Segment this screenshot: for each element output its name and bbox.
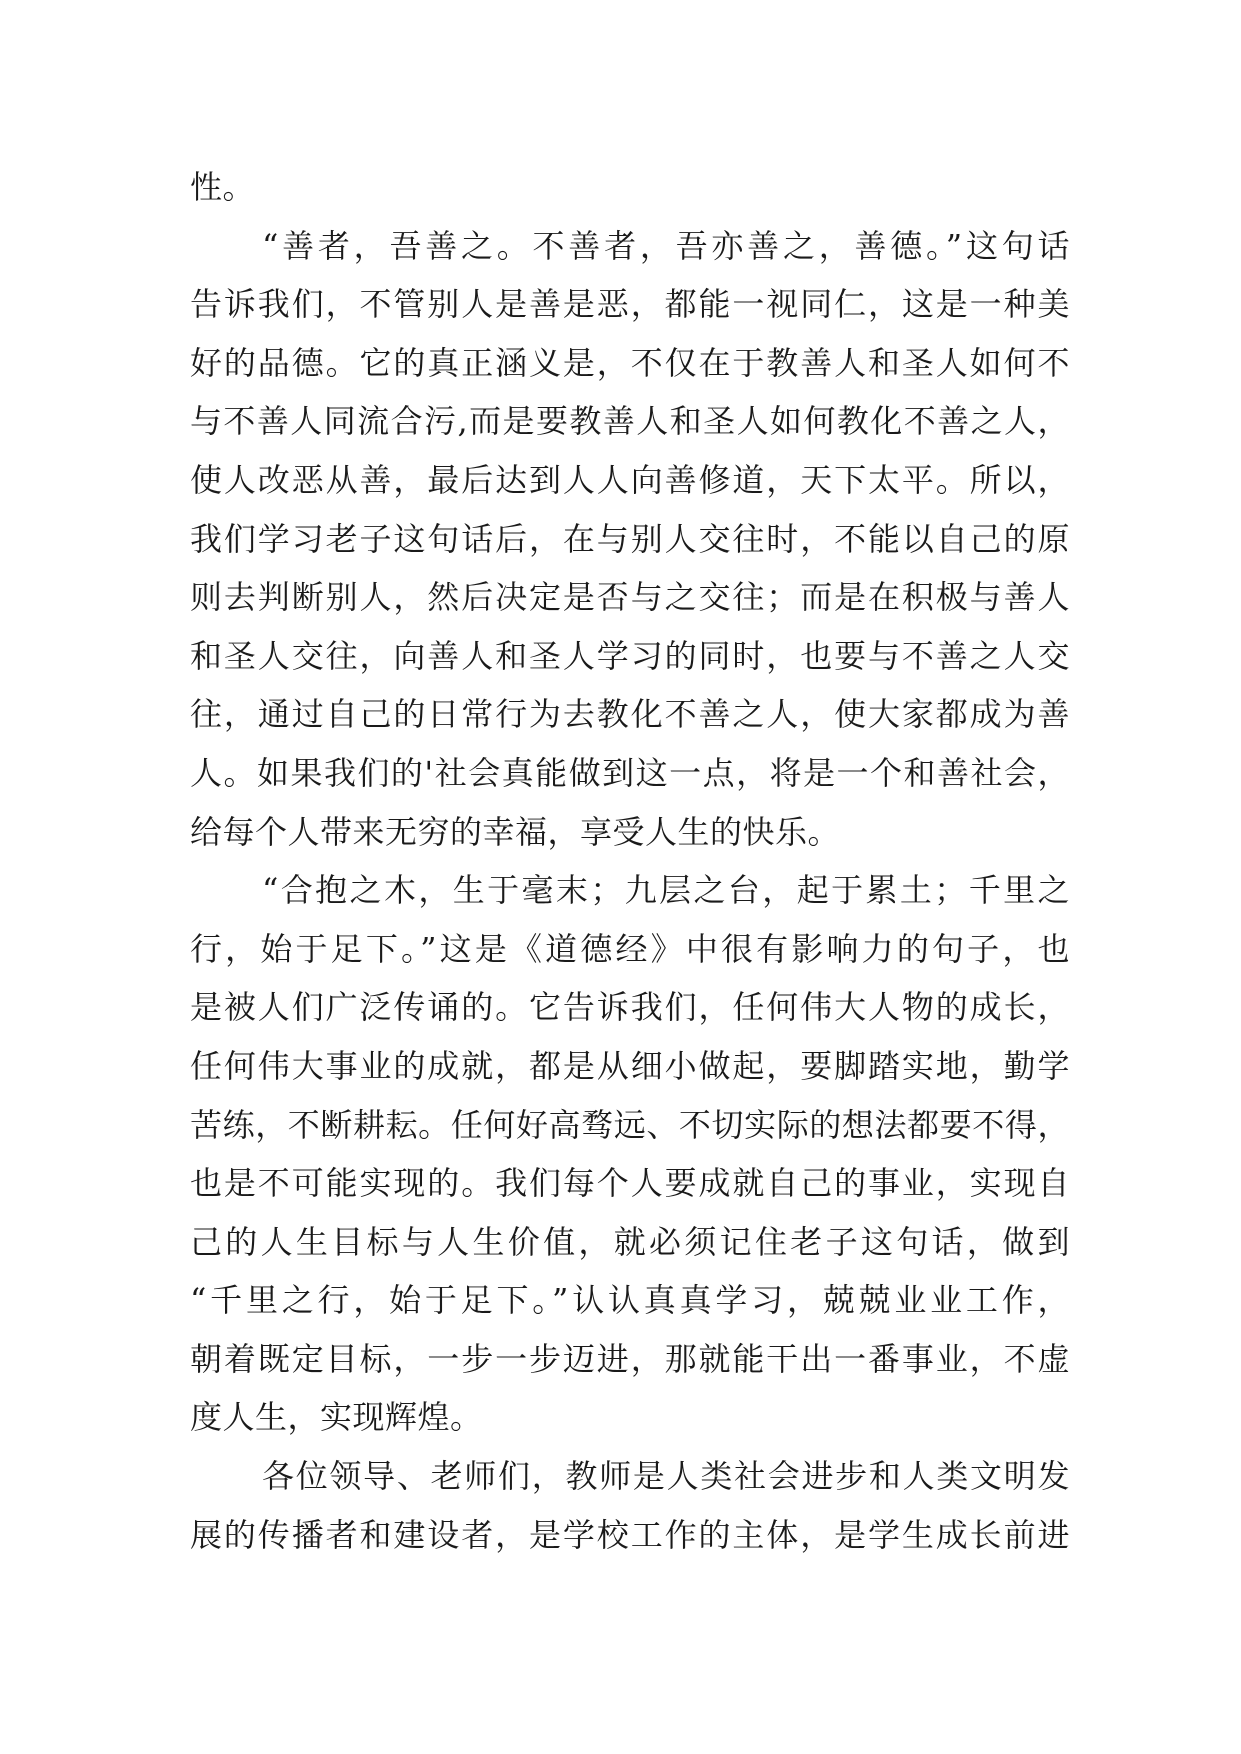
text-line: 和圣人交往，向善人和圣人学习的同时，也要与不善之人交 bbox=[190, 636, 1070, 675]
text-line: 给每个人带来无穷的幸福，享受人生的快乐。 bbox=[190, 812, 841, 851]
text-line: 使人改恶从善，最后达到人人向善修道，天下太平。所以， bbox=[190, 460, 1070, 499]
text-line: “善者，吾善之。不善者，吾亦善之，善德。”这句话 bbox=[262, 226, 1070, 265]
text-line: 是被人们广泛传诵的。它告诉我们，任何伟大人物的成长， bbox=[190, 988, 1070, 1027]
text-line: 各位领导、老师们，教师是人类社会进步和人类文明发 bbox=[262, 1457, 1070, 1496]
text-line: 朝着既定目标，一步一步迈进，那就能干出一番事业，不虚 bbox=[190, 1339, 1070, 1378]
text-line: 性。 bbox=[190, 168, 256, 206]
text-line: “合抱之木，生于毫末；九层之台，起于累土；千里之 bbox=[262, 871, 1070, 910]
text-line: 往，通过自己的日常行为去教化不善之人，使大家都成为善 bbox=[190, 695, 1070, 734]
text-line: 与不善人同流合污,而是要教善人和圣人如何教化不善之人， bbox=[190, 402, 1070, 441]
text-line: 人。如果我们的'社会真能做到这一点，将是一个和善社会， bbox=[190, 753, 1070, 792]
text-line: 度人生，实现辉煌。 bbox=[190, 1398, 483, 1437]
text-line: 苦练，不断耕耘。任何好高骛远、不切实际的想法都要不得， bbox=[190, 1105, 1070, 1144]
text-line: 任何伟大事业的成就，都是从细小做起，要脚踏实地，勤学 bbox=[190, 1046, 1070, 1085]
text-line: 告诉我们，不管别人是善是恶，都能一视同仁，这是一种美 bbox=[190, 285, 1070, 324]
text-line: 己的人生目标与人生价值，就必须记住老子这句话，做到 bbox=[190, 1222, 1070, 1261]
text-line: 展的传播者和建设者，是学校工作的主体，是学生成长前进 bbox=[190, 1515, 1070, 1554]
text-line: 也是不可能实现的。我们每个人要成就自己的事业，实现自 bbox=[190, 1164, 1070, 1203]
text-line: 好的品德。它的真正涵义是，不仅在于教善人和圣人如何不 bbox=[190, 343, 1070, 382]
text-line: 则去判断别人，然后决定是否与之交往；而是在积极与善人 bbox=[190, 578, 1070, 617]
text-line: “千里之行，始于足下。”认认真真学习，兢兢业业工作， bbox=[190, 1281, 1070, 1320]
text-line: 我们学习老子这句话后，在与别人交往时，不能以自己的原 bbox=[190, 519, 1070, 558]
text-line: 行，始于足下。”这是《道德经》中很有影响力的句子，也 bbox=[190, 929, 1070, 968]
body-text bbox=[190, 158, 1070, 1564]
